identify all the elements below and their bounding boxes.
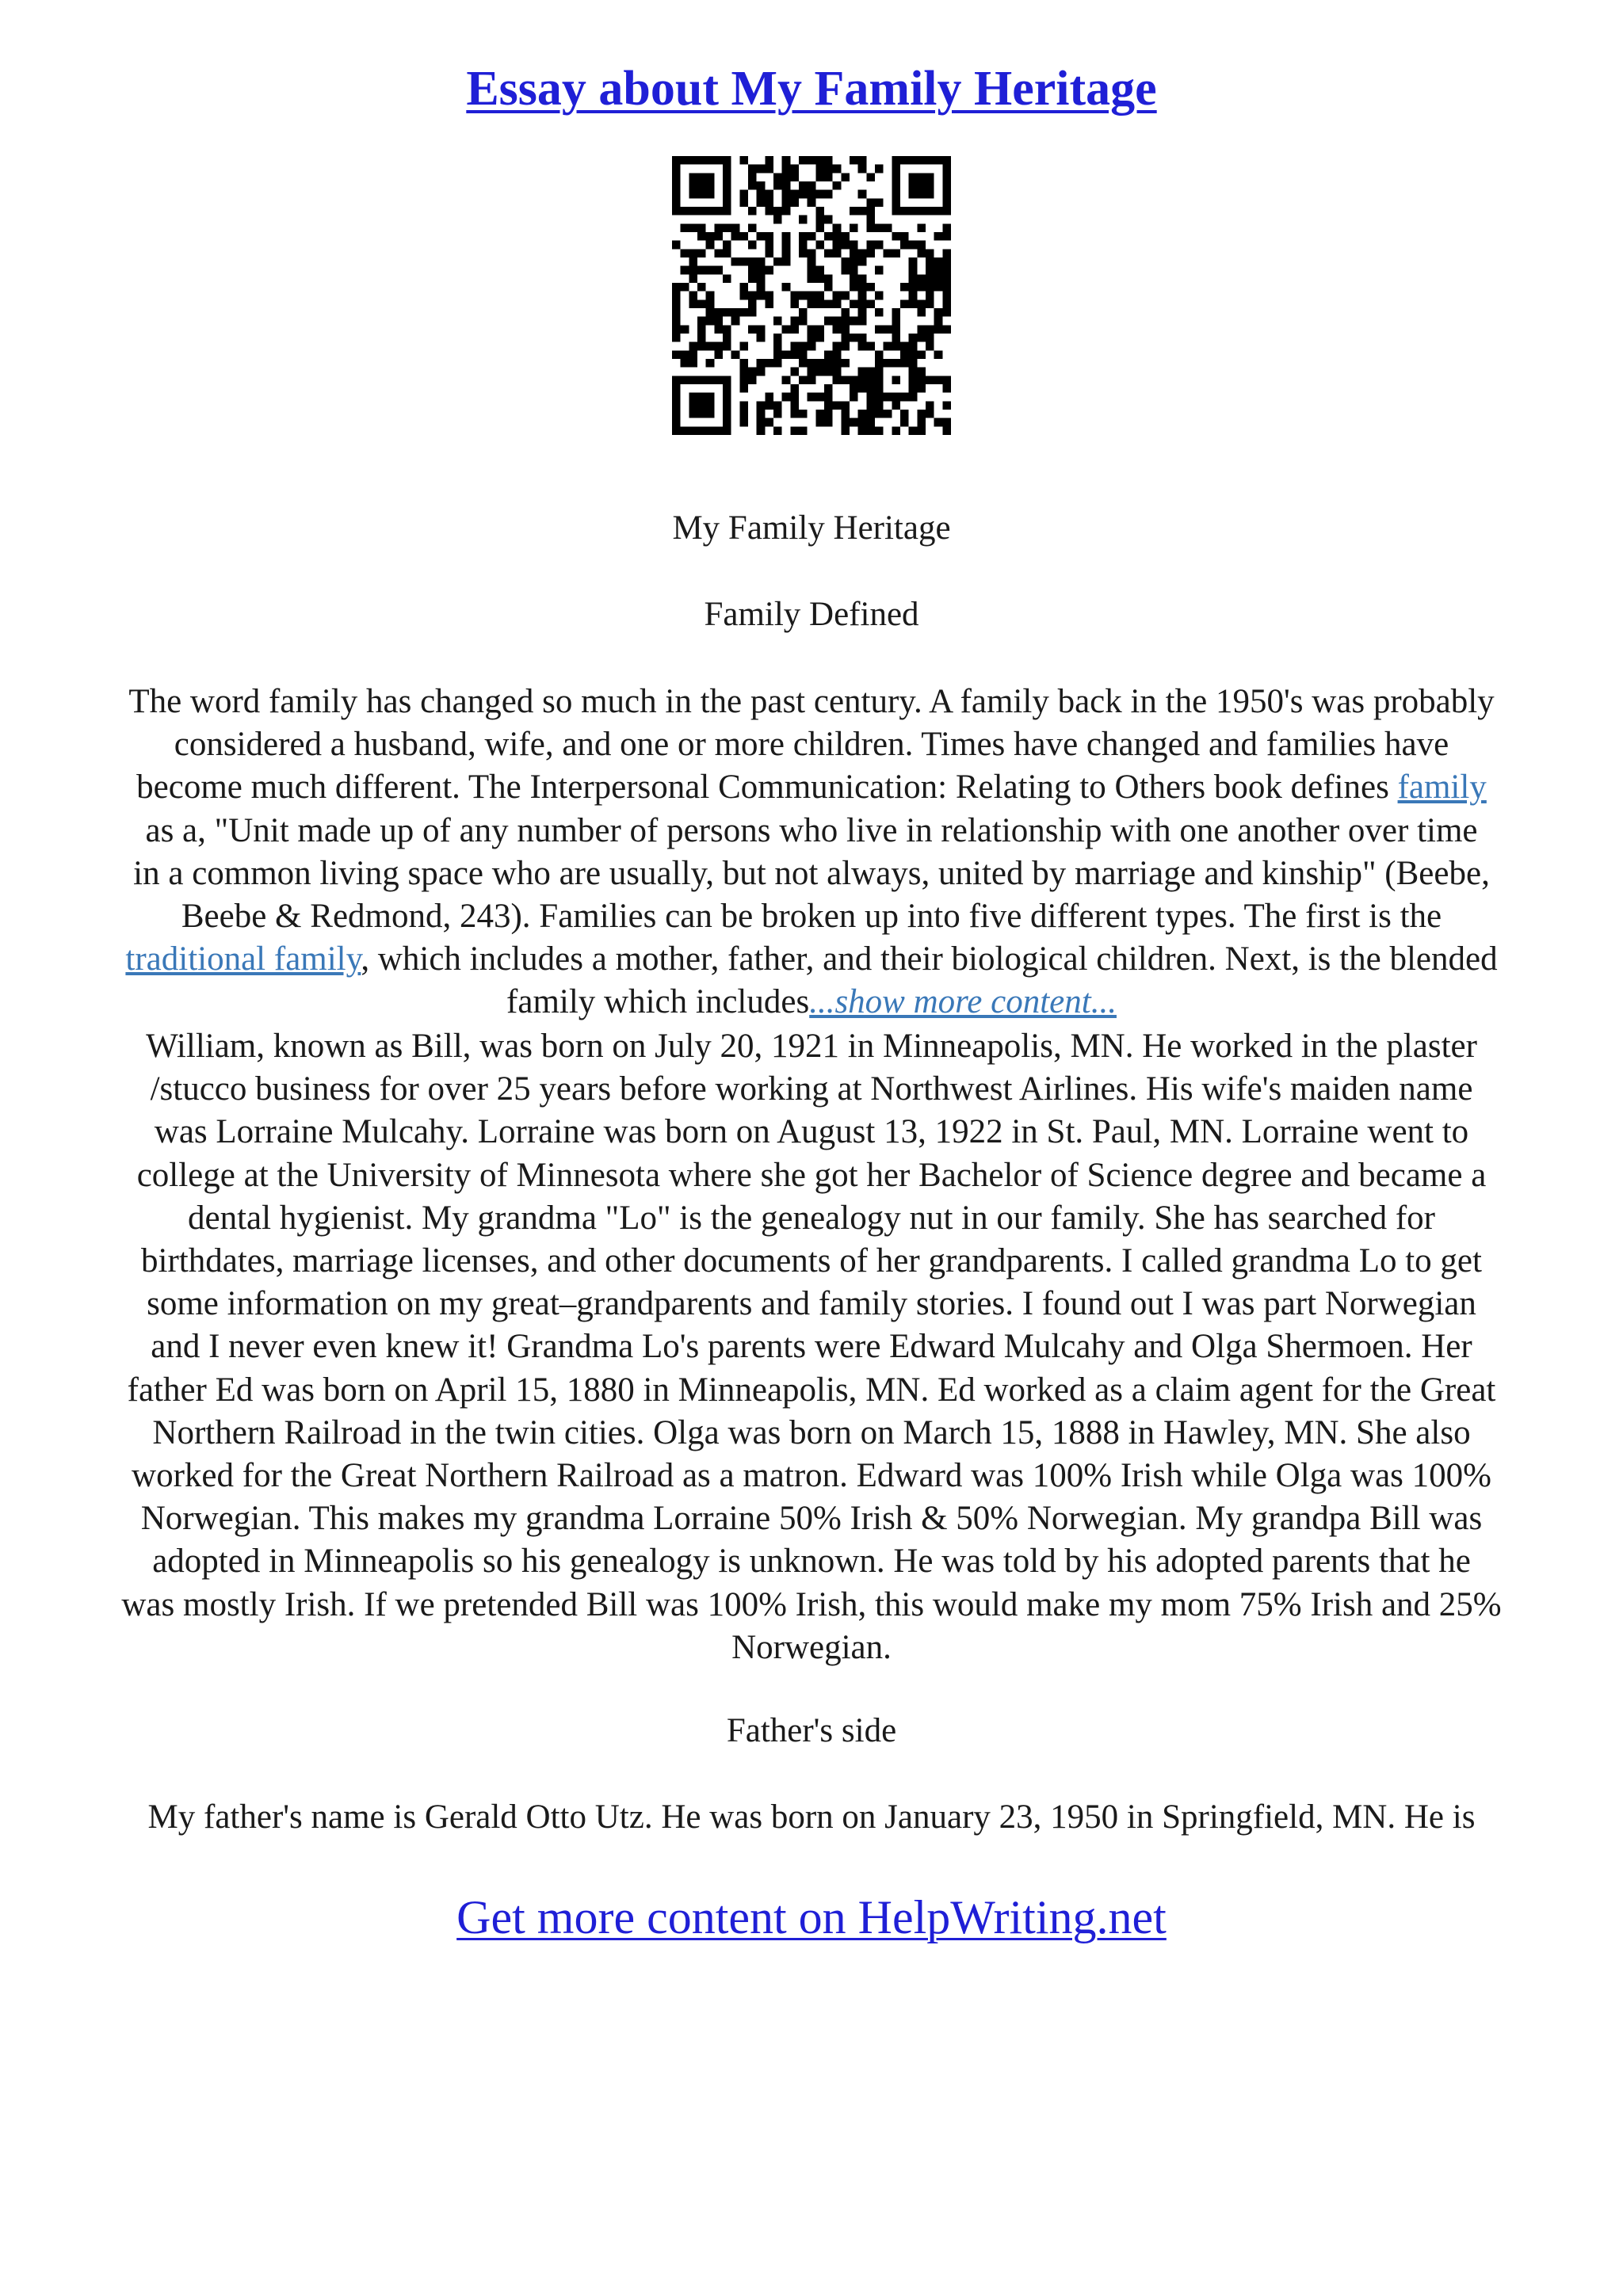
qr-code-image — [672, 156, 951, 435]
family-link[interactable]: family — [1397, 769, 1487, 807]
text-line: Norwegian. This makes my grandma Lorraine 50% Irish & 50% Norwegian. My grandpa Bill was — [140, 1500, 1483, 1538]
text-line — [55, 981, 1568, 1024]
text-line: as a, "Unit made up of any number of persons who live in relationship with one another over time — [145, 811, 1478, 849]
paragraph-family-defined — [55, 681, 1568, 1024]
text-line: birthdates, marriage licenses, and other documents of her grandparents. I called grandma Lo to get — [141, 1242, 1482, 1280]
show-more-link[interactable]: ...show more content... — [809, 983, 1117, 1021]
text-line: dental hygienist. My grandma "Lo" is the genealogy nut in our family. She has searched for — [188, 1199, 1435, 1237]
text-line: My father's name is Gerald Otto Utz. He was born on January 23, 1950 in Springfield, MN. He is — [147, 1798, 1476, 1836]
qr-modules — [672, 156, 951, 435]
text-line: Beebe & Redmond, 243). Families can be broken up into five different types. The first is the — [181, 898, 1442, 936]
text-line: in a common living space who are usually, but not always, united by marriage and kinship" (Beebe, — [133, 854, 1490, 892]
text-line: adopted in Minneapolis so his genealogy is unknown. He was told by his adopted parents that he — [152, 1543, 1471, 1581]
section-heading-family-defined: Family Defined — [704, 596, 919, 633]
text-line: William, known as Bill, was born on July 20, 1921 in Minneapolis, MN. He worked in the plaster — [146, 1028, 1477, 1065]
traditional-family-link[interactable]: traditional family — [125, 940, 361, 978]
text-line: was mostly Irish. If we pretended Bill was 100% Irish, this would make my mom 75% Irish and 25% — [121, 1585, 1502, 1623]
text-line: some information on my great–grandparents and family stories. I found out I was part Norwegian — [147, 1285, 1476, 1323]
text-line: college at the University of Minnesota where she got her Bachelor of Science degree and became a — [136, 1156, 1487, 1194]
qr-code — [672, 156, 951, 435]
text-line: /stucco business for over 25 years before working at Northwest Airlines. His wife's maiden name — [150, 1070, 1473, 1108]
text-line: considered a husband, wife, and one or more children. Times have changed and families have — [174, 726, 1449, 764]
text-segment: family which includes — [506, 983, 810, 1021]
paragraph-fathers-side — [55, 1796, 1568, 1839]
text-segment: become much different. The Interpersonal Communication: Relating to Others book defines — [136, 769, 1398, 807]
text-line — [55, 938, 1568, 981]
text-line: Norwegian. — [731, 1628, 892, 1666]
paragraph-mothers-side — [55, 1025, 1568, 1669]
text-line: father Ed was born on April 15, 1880 in Minneapolis, MN. Ed worked as a claim agent for the Great — [127, 1371, 1496, 1409]
title-link[interactable]: Essay about My Family Heritage — [466, 62, 1157, 116]
text-line: and I never even knew it! Grandma Lo's parents were Edward Mulcahy and Olga Shermoen. Her — [151, 1328, 1472, 1366]
text-segment: , which includes a mother, father, and their biological children. Next, is the blended — [361, 940, 1498, 978]
text-line: The word family has changed so much in the past century. A family back in the 1950's was probably — [128, 683, 1495, 720]
page-title — [0, 57, 1623, 120]
text-line — [55, 766, 1568, 809]
text-line: was Lorraine Mulcahy. Lorraine was born on August 13, 1922 in St. Paul, MN. Lorraine went to — [154, 1113, 1469, 1151]
text-line: worked for the Great Northern Railroad as a matron. Edward was 100% Irish while Olga was 100% — [132, 1457, 1491, 1495]
essay-heading: My Family Heritage — [672, 509, 951, 547]
section-heading-fathers-side: Father's side — [726, 1712, 897, 1749]
text-line: Northern Railroad in the twin cities. Olga was born on March 15, 1888 in Hawley, MN. She also — [152, 1413, 1471, 1451]
get-more-content-link[interactable]: Get more content on HelpWriting.net — [456, 1891, 1167, 1943]
footer — [0, 1887, 1623, 1947]
